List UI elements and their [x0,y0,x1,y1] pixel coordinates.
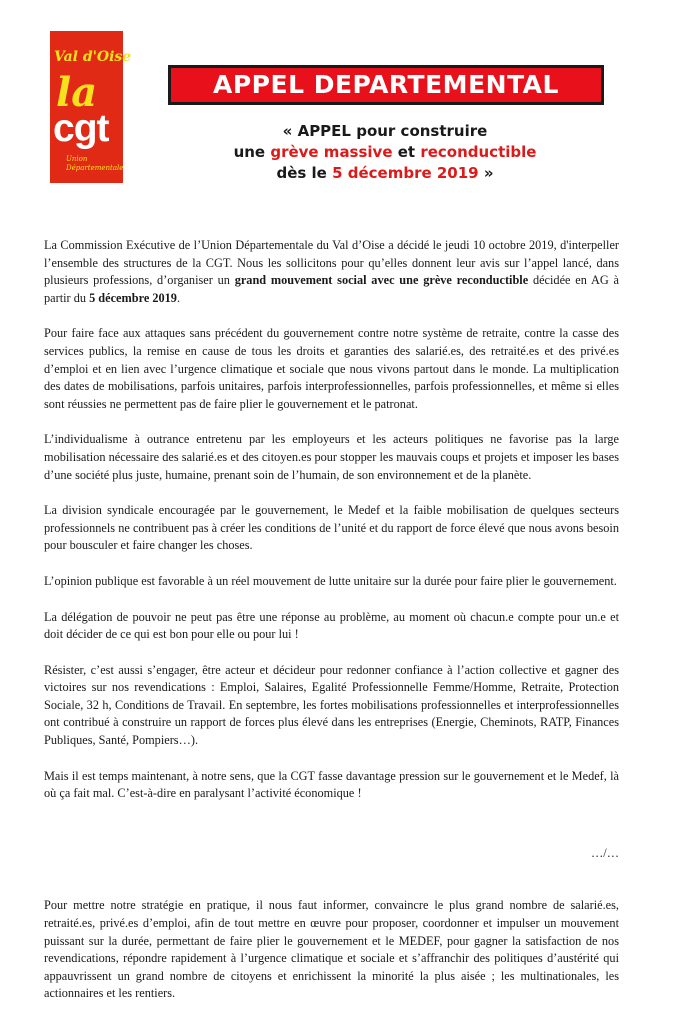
paragraph-9: Pour mettre notre stratégie en pratique, il nous faut informer, convaincre le plus grand nombre de salarié.es, retraité.es, privé.es d’emploi, afin de tout mettre en œuvre pour proposer, coordonner et impulser un mouvement puissant sur la durée, permettant de faire plier le gouvernement et le MEDEF, pour gagner la satisfaction de nos revendications, répondre rapidement à l’urgence climatique et sociale et s’affranchir des politiques d’austérité qui appauvrissent un grand nombre de citoyens et enrichissent la minorité la plus aisée ; les multinationales, les actionnaires et les rentiers. [44,898,619,1001]
subtitle-highlight-reconductible: reconductible [420,143,537,161]
paragraph-7: Résister, c’est aussi s’engager, être acteur et décideur pour redonner confiance à l’action collective et gagner des victoires sur nos revendications : Emploi, Salaires, Egalité Professionnelle Femme/Homme, Retraite, Protection Sociale, 32 h, Conditions de Travail. En septembre, les fortes mobilisations professionnelles et interprofessionnelles ont contribué à construire un rapport de forces plus élevé dans les entreprises (Energie, Cheminots, RATP, Finances Publiques, Santé, Pompiers…). [44,662,619,748]
subtitle-text: une [233,143,271,161]
paragraph-1 [44,237,619,307]
subtitle [180,121,590,184]
paragraph-4: La division syndicale encouragée par le gouvernement, le Medef et la faible mobilisation de quelques secteurs professionnels ne contribuent pas à créer les conditions de l’unité et du rapport de force élevé que nous avons besoin pour bousculer et faire changer les choses. [44,503,619,553]
subtitle-line-3 [180,163,590,184]
paragraph-text: décidée en AG à partir du [44,273,619,305]
continuation-marker: …/… [590,845,619,860]
subtitle-text: et [392,143,421,161]
subtitle-line-1: « APPEL pour construire [282,122,488,140]
paragraph-3: L’individualisme à outrance entretenu par les employeurs et les acteurs politiques ne favorise pas la large mobilisation nécessaire des salarié.es et des citoyen.es pour stopper les mauvais coups et projets et imposer les bases d’une société plus juste, humaine, prenant soin de l’humain, de son environnement et de la planète. [44,432,619,482]
title-banner [168,65,604,105]
logo-union-text [66,155,123,173]
subtitle-highlight-date: 5 décembre 2019 [332,164,479,182]
paragraph-8: Mais il est temps maintenant, à notre sens, que la CGT fasse davantage pression sur le gouvernement et le Medef, là où ça fait mal. C’est-à-dire en paralysant l’activité économique ! [44,768,619,801]
paragraph-bold: grand mouvement social avec une grève reconductible [234,273,529,288]
paragraph-bold-date: 5 décembre 2019 [89,290,177,305]
logo-cgt-text: cgt [53,107,109,150]
logo-la-text: la [56,69,98,116]
logo-region-text: Val d'Oise [54,49,132,65]
logo-union-line1: Union [66,155,88,163]
subtitle-highlight-greve: grève massive [270,143,393,161]
logo-union-line2: Départementale [66,164,124,172]
subtitle-text: dès le [276,164,333,182]
paragraph-5: L’opinion publique est favorable à un réel mouvement de lutte unitaire sur la durée pour faire plier le gouvernement. [44,573,617,588]
subtitle-text: » [478,164,494,182]
paragraph-text: . [176,290,181,305]
paragraph-2: Pour faire face aux attaques sans précédent du gouvernement contre notre système de retraite, contre la casse des services publics, la remise en cause de tous les droits et garanties des salarié.es, des retraité.es et des privé.es d’emploi et en lien avec l’urgence climatique et sociale que nous vivons partout dans le monde. La multiplication des dates de mobilisations, parfois unitaires, parfois interprofessionnelles, parfois professionnelles, et même si elles sont réussies ne permettent pas de faire plier le gouvernement et le patronat. [44,326,619,411]
page-title: APPEL DEPARTEMENTAL [213,70,559,99]
document-body [44,237,619,1021]
cgt-logo [50,31,132,183]
paragraph-6: La délégation de pouvoir ne peut pas être une réponse au problème, au moment où chacun.e compte pour un.e et doit décider de ce qui est bon pour elle ou pour lui ! [44,609,619,642]
paragraph-text: La Commission Exécutive de l’Union Départementale du Val d’Oise a décidé le jeudi 10 octobre 2019, d'interpeller l’ensemble des structures de la CGT. Nous les sollicitons pour qu’elles donnent leur avis sur l’appel lancé, dans plusieurs professions, d’organiser un [44,238,619,288]
subtitle-line-2 [180,142,590,163]
